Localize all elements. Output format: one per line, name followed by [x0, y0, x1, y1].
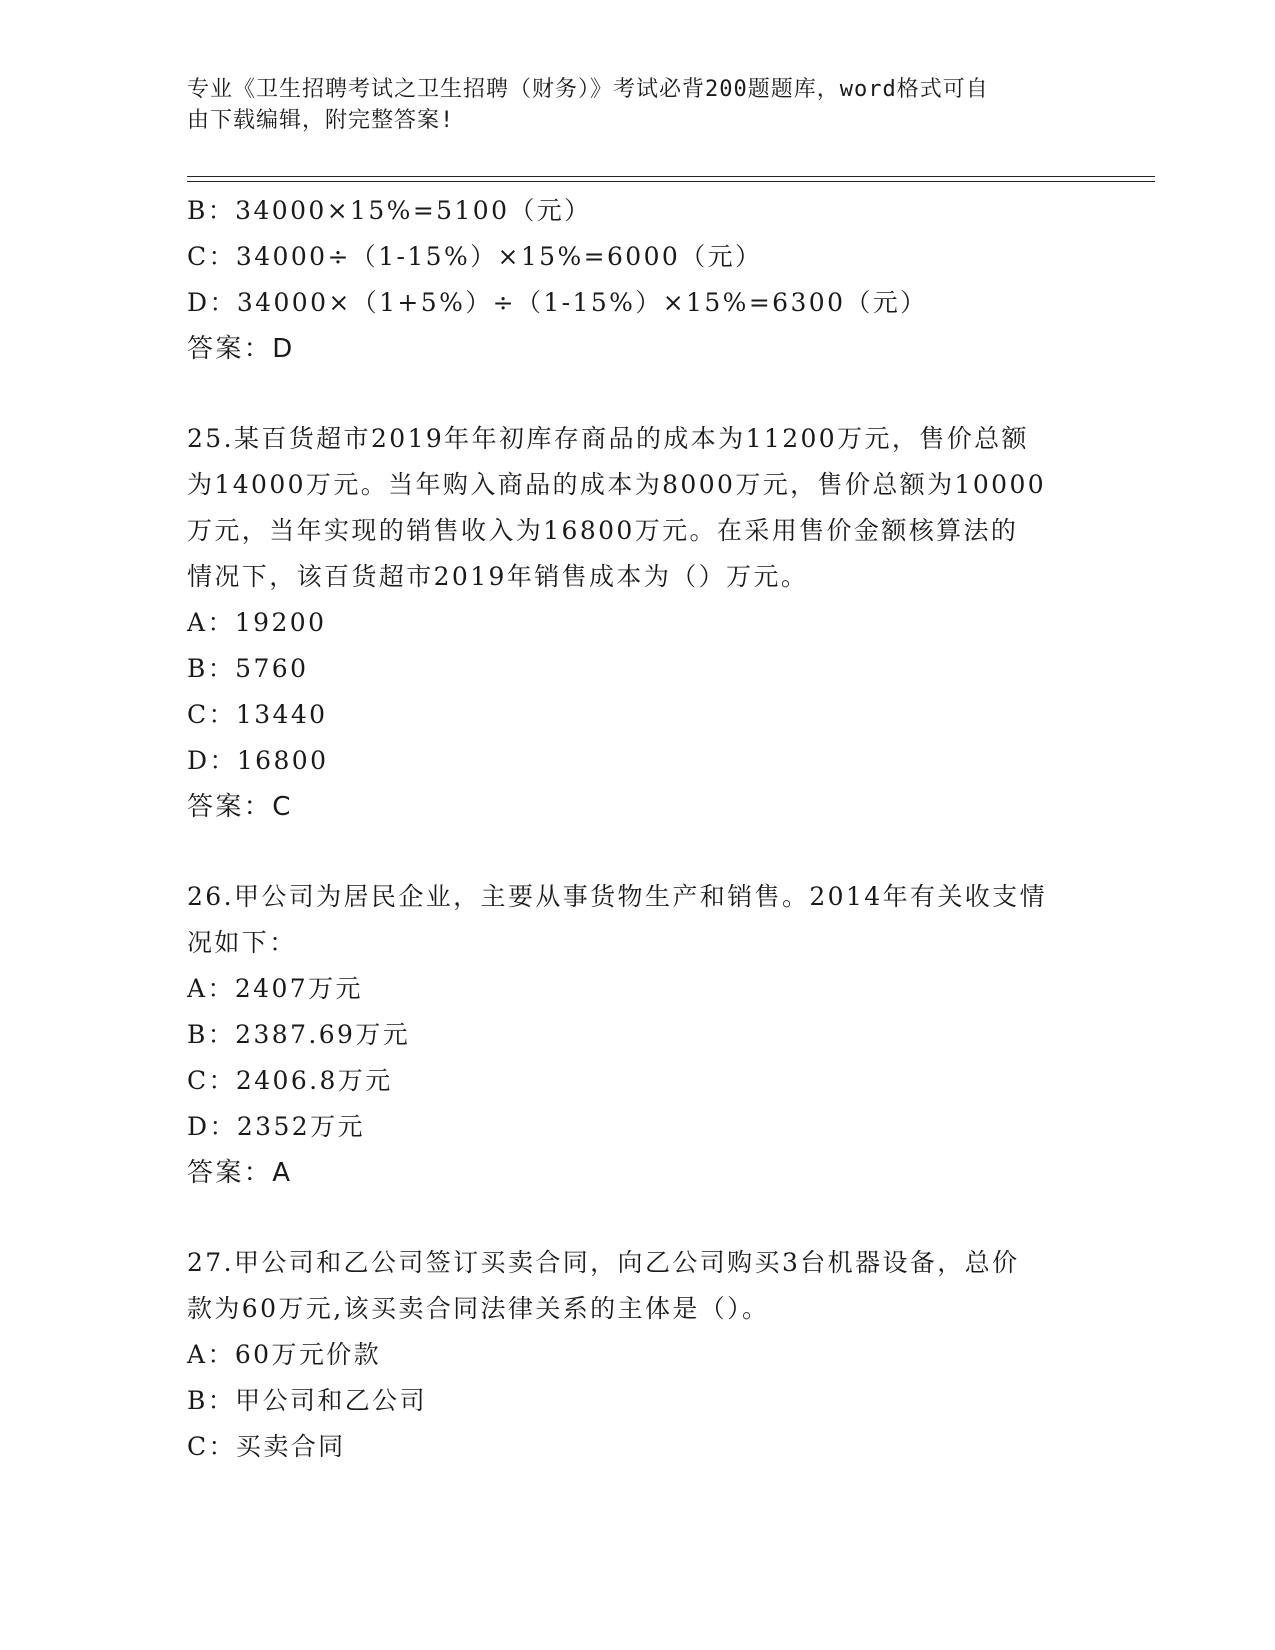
option-b: B：2387.69万元 [187, 1020, 411, 1049]
option-d: D：2352万元 [187, 1112, 365, 1141]
question-stem-line: 况如下： [187, 928, 297, 957]
question-26 [187, 874, 1087, 1196]
question-list [187, 188, 1087, 1470]
question-gap [187, 830, 1087, 874]
question-stem-line: 27.甲公司和乙公司签订买卖合同，向乙公司购买3台机器设备，总价 [187, 1248, 1020, 1277]
header-divider-top [187, 176, 1155, 177]
question-27 [187, 1240, 1087, 1470]
option-a: A：2407万元 [187, 974, 363, 1003]
question-24 [187, 188, 1087, 372]
option-d: D：16800 [187, 746, 329, 775]
question-stem-line: 26.甲公司为居民企业，主要从事货物生产和销售。2014年有关收支情 [187, 882, 1047, 911]
question-stem-line: 为14000万元。当年购入商品的成本为8000万元，售价总额为10000 [187, 470, 1047, 499]
option-a: A：19200 [187, 608, 327, 637]
option-b: B：甲公司和乙公司 [187, 1386, 427, 1415]
answer-line: 答案：C [187, 792, 293, 822]
question-25 [187, 416, 1087, 830]
question-stem-line: 款为60万元,该买卖合同法律关系的主体是（）。 [187, 1294, 770, 1323]
question-gap [187, 372, 1087, 416]
question-gap [187, 1196, 1087, 1240]
header-title-line-1: 专业《卫生招聘考试之卫生招聘（财务）》考试必背200题题库，word格式可自 [187, 77, 989, 102]
option-c: C：13440 [187, 700, 328, 729]
header-divider-bottom [187, 181, 1155, 182]
question-stem-line: 万元，当年实现的销售收入为16800万元。在采用售价金额核算法的 [187, 516, 1019, 545]
question-stem-line: 25.某百货超市2019年年初库存商品的成本为11200万元，售价总额 [187, 424, 1029, 453]
answer-line: 答案：D [187, 334, 295, 364]
page-header [187, 74, 1067, 136]
option-a: A：60万元价款 [187, 1340, 382, 1369]
option-b: B：5760 [187, 654, 309, 683]
option-b: B：34000×15%=5100（元） [187, 196, 592, 225]
question-stem-line: 情况下，该百货超市2019年销售成本为（）万元。 [187, 562, 809, 591]
header-title-line-2: 由下载编辑，附完整答案! [187, 108, 455, 133]
option-c: C：34000÷（1-15%）×15%=6000（元） [187, 242, 763, 271]
option-c: C：买卖合同 [187, 1432, 346, 1461]
answer-line: 答案：A [187, 1158, 293, 1188]
option-c: C：2406.8万元 [187, 1066, 393, 1095]
option-d: D：34000×（1+5%）÷（1-15%）×15%=6300（元） [187, 288, 928, 317]
